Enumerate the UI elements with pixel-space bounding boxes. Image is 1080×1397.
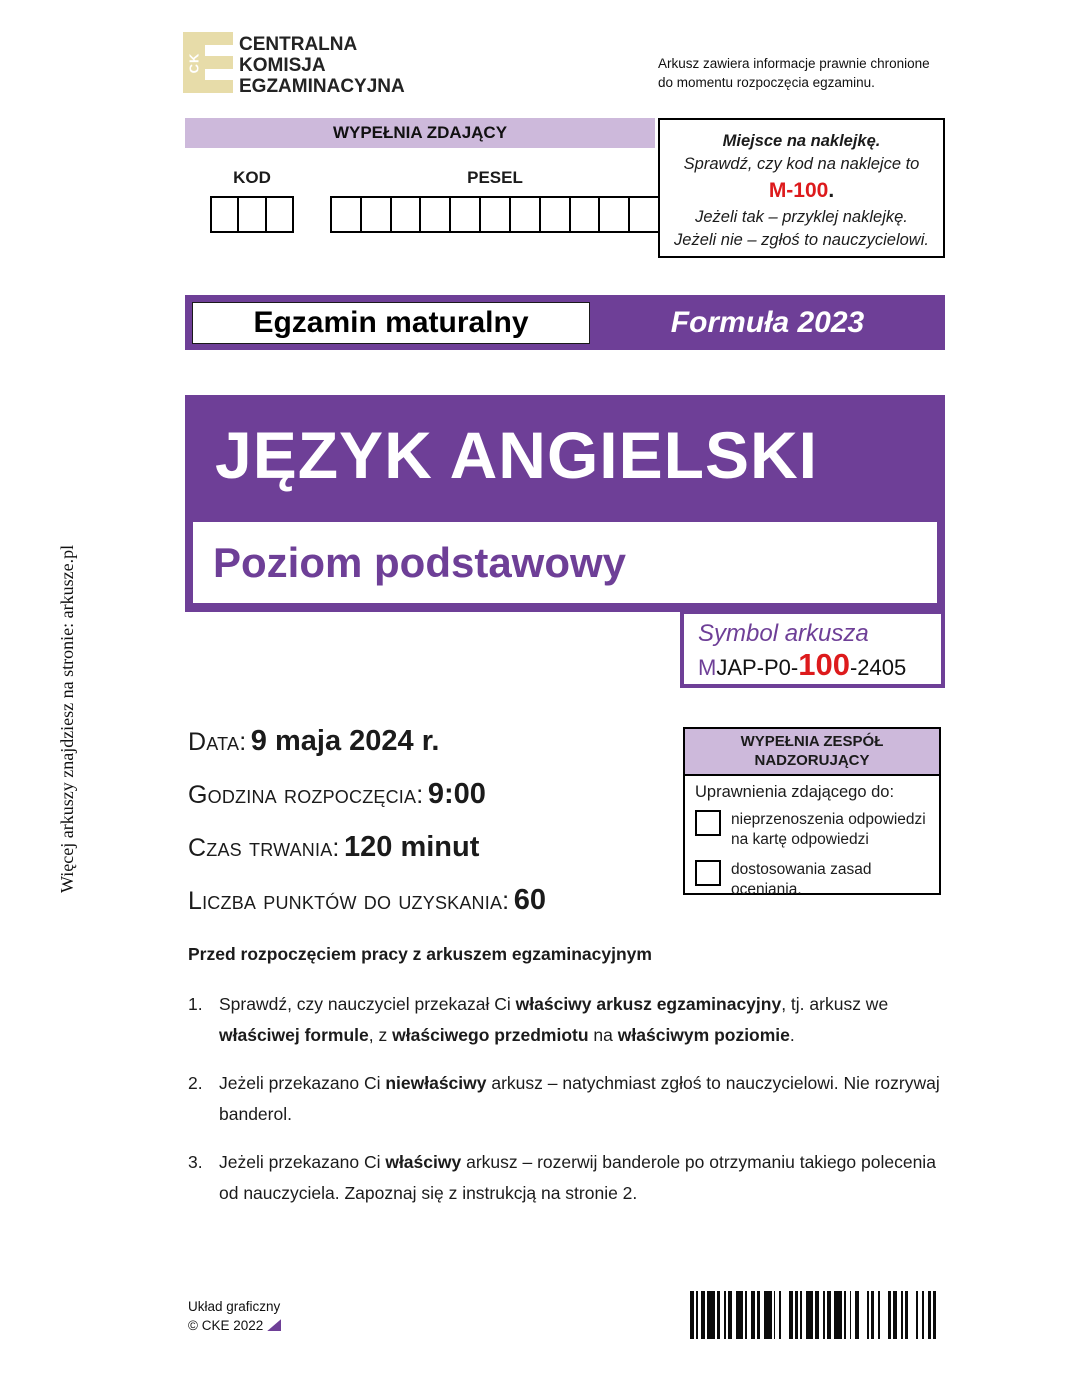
- legal-notice: [658, 54, 930, 92]
- subject-title: JĘZYK ANGIELSKI: [215, 418, 818, 492]
- supervisor-option-row: [695, 860, 931, 900]
- symbol-code-mid: JAP-P0-: [716, 655, 799, 680]
- digit-cell[interactable]: [569, 196, 601, 233]
- instruction-number: 3.: [188, 1152, 203, 1172]
- instruction-text: Sprawdź, czy nauczyciel przekazał Ci właściwy arkusz egzaminacyjny, tj. arkusz we właściwej formule, z właściwego przedmiotu na właściwym poziomie.: [219, 994, 889, 1045]
- detail-label: Godzina rozpoczęcia:: [188, 781, 424, 809]
- org-name-line: CENTRALNA: [239, 34, 358, 55]
- copyright-text: © CKE 2022: [188, 1318, 264, 1333]
- legal-notice-line: do momentu rozpoczęcia egzaminu.: [658, 75, 875, 90]
- legal-notice-line: Arkusz zawiera informacje prawnie chronione: [658, 56, 930, 71]
- symbol-code-prefix: M: [698, 655, 717, 680]
- sticker-if-no: Jeżeli nie – zgłoś to nauczycielowi.: [674, 231, 929, 249]
- symbol-code: [698, 648, 941, 685]
- instruction-text: Jeżeli przekazano Ci niewłaściwy arkusz – natychmiast zgłoś to nauczycielowi. Nie rozrywaj banderol.: [219, 1073, 940, 1124]
- instructions-heading: Przed rozpoczęciem pracy z arkuszem egzaminacyjnym: [188, 944, 652, 964]
- sticker-code: M-100: [768, 179, 829, 202]
- symbol-code-suffix: -2405: [849, 655, 907, 680]
- cke-logo-arm: [205, 80, 233, 93]
- detail-value: 9 maja 2024 r.: [250, 725, 440, 757]
- detail-start-time: [188, 777, 678, 816]
- kod-label: KOD: [233, 168, 271, 187]
- digit-cell[interactable]: [449, 196, 481, 233]
- exam-banner: [185, 295, 945, 350]
- sticker-code-line: [660, 176, 943, 206]
- level-box: [193, 522, 937, 603]
- digit-cell[interactable]: [360, 196, 392, 233]
- exam-banner-formula: Formuła 2023: [670, 305, 865, 339]
- level-label: Poziom podstawowy: [213, 538, 627, 586]
- sticker-code-period: .: [828, 179, 835, 202]
- supervisor-box: [683, 727, 941, 898]
- digit-cell[interactable]: [419, 196, 451, 233]
- supervisor-title-line: WYPEŁNIA ZESPÓŁ: [740, 733, 884, 750]
- cke-logo-ck: CK: [186, 52, 202, 73]
- supervisor-box-title: [685, 729, 939, 776]
- supervisor-option-label: dostosowania zasad oceniania.: [731, 861, 872, 898]
- copyright-line: [188, 1316, 281, 1335]
- detail-label: Data:: [188, 728, 247, 756]
- sticker-box: [658, 118, 945, 258]
- supervisor-title-line: NADZORUJĄCY: [754, 752, 870, 769]
- symbol-label: Symbol arkusza: [698, 620, 869, 647]
- digit-cell[interactable]: [330, 196, 362, 233]
- layout-credit: Układ graficzny: [188, 1299, 281, 1314]
- instruction-item: [188, 989, 948, 1051]
- detail-label: Czas trwania:: [188, 834, 340, 862]
- detail-duration: [188, 830, 678, 869]
- detail-value: 60: [513, 884, 547, 916]
- pesel-label: PESEL: [467, 168, 523, 187]
- candidate-section-title: WYPEŁNIA ZDAJĄCY: [185, 118, 655, 148]
- supervisor-option-row: [695, 810, 931, 850]
- digit-cell[interactable]: [628, 196, 660, 233]
- exam-banner-title: Egzamin maturalny: [192, 302, 590, 344]
- org-name-line: EGZAMINACYJNA: [239, 76, 405, 97]
- symbol-box: [680, 610, 945, 688]
- candidate-section: [185, 118, 655, 238]
- digit-cell[interactable]: [237, 196, 266, 233]
- digit-cell[interactable]: [598, 196, 630, 233]
- kod-group: [210, 168, 294, 233]
- instruction-text: Jeżeli przekazano Ci właściwy arkusz – rozerwij banderole po otrzymaniu takiego polecenia od nauczyciela. Zapoznaj się z instrukcją na stronie 2.: [219, 1152, 936, 1203]
- subject-banner: [185, 395, 945, 612]
- sticker-check-line: Sprawdź, czy kod na naklejce to: [683, 155, 920, 173]
- pesel-boxes[interactable]: [330, 196, 660, 233]
- sticker-title: Miejsce na naklejkę.: [722, 132, 881, 150]
- supervisor-checkbox[interactable]: [695, 860, 721, 886]
- barcode: [690, 1291, 936, 1339]
- instruction-item: [188, 1068, 948, 1130]
- exam-details: [188, 724, 678, 936]
- cke-logo-arm: [205, 56, 233, 69]
- digit-cell[interactable]: [509, 196, 541, 233]
- symbol-code-highlight: 100: [798, 647, 850, 682]
- pesel-group: [330, 168, 660, 233]
- kod-boxes[interactable]: [210, 196, 294, 233]
- digit-cell[interactable]: [479, 196, 511, 233]
- instructions: [188, 944, 948, 1226]
- instruction-number: 1.: [188, 994, 203, 1014]
- instruction-item: [188, 1147, 948, 1209]
- supervisor-option-label: nieprzenoszenia odpowiedzi na kartę odpowiedzi: [731, 811, 926, 848]
- detail-date: [188, 724, 678, 763]
- side-note-vertical: Więcej arkuszy znajdziesz na stronie: arkusze.pl: [57, 544, 77, 893]
- org-name-line: KOMISJA: [239, 55, 326, 76]
- cke-logo-spine: [183, 32, 205, 93]
- detail-value: 120 minut: [344, 831, 480, 863]
- cke-logo-icon: [183, 32, 233, 93]
- digit-cell[interactable]: [265, 196, 294, 233]
- digit-cell[interactable]: [539, 196, 571, 233]
- cke-flag-icon: [267, 1319, 281, 1331]
- detail-label: Liczba punktów do uzyskania:: [188, 887, 510, 915]
- detail-max-points: [188, 883, 678, 922]
- supervisor-checkbox[interactable]: [695, 810, 721, 836]
- sticker-if-yes: Jeżeli tak – przyklej naklejkę.: [695, 208, 908, 226]
- cke-logo-arm: [205, 32, 233, 45]
- supervisor-intro: Uprawnienia zdającego do:: [695, 783, 895, 801]
- digit-cell[interactable]: [390, 196, 422, 233]
- org-name: [239, 34, 405, 97]
- digit-cell[interactable]: [210, 196, 239, 233]
- footer-credit: [188, 1297, 281, 1335]
- detail-value: 9:00: [427, 778, 486, 810]
- supervisor-box-body: [685, 776, 939, 900]
- instruction-number: 2.: [188, 1073, 203, 1093]
